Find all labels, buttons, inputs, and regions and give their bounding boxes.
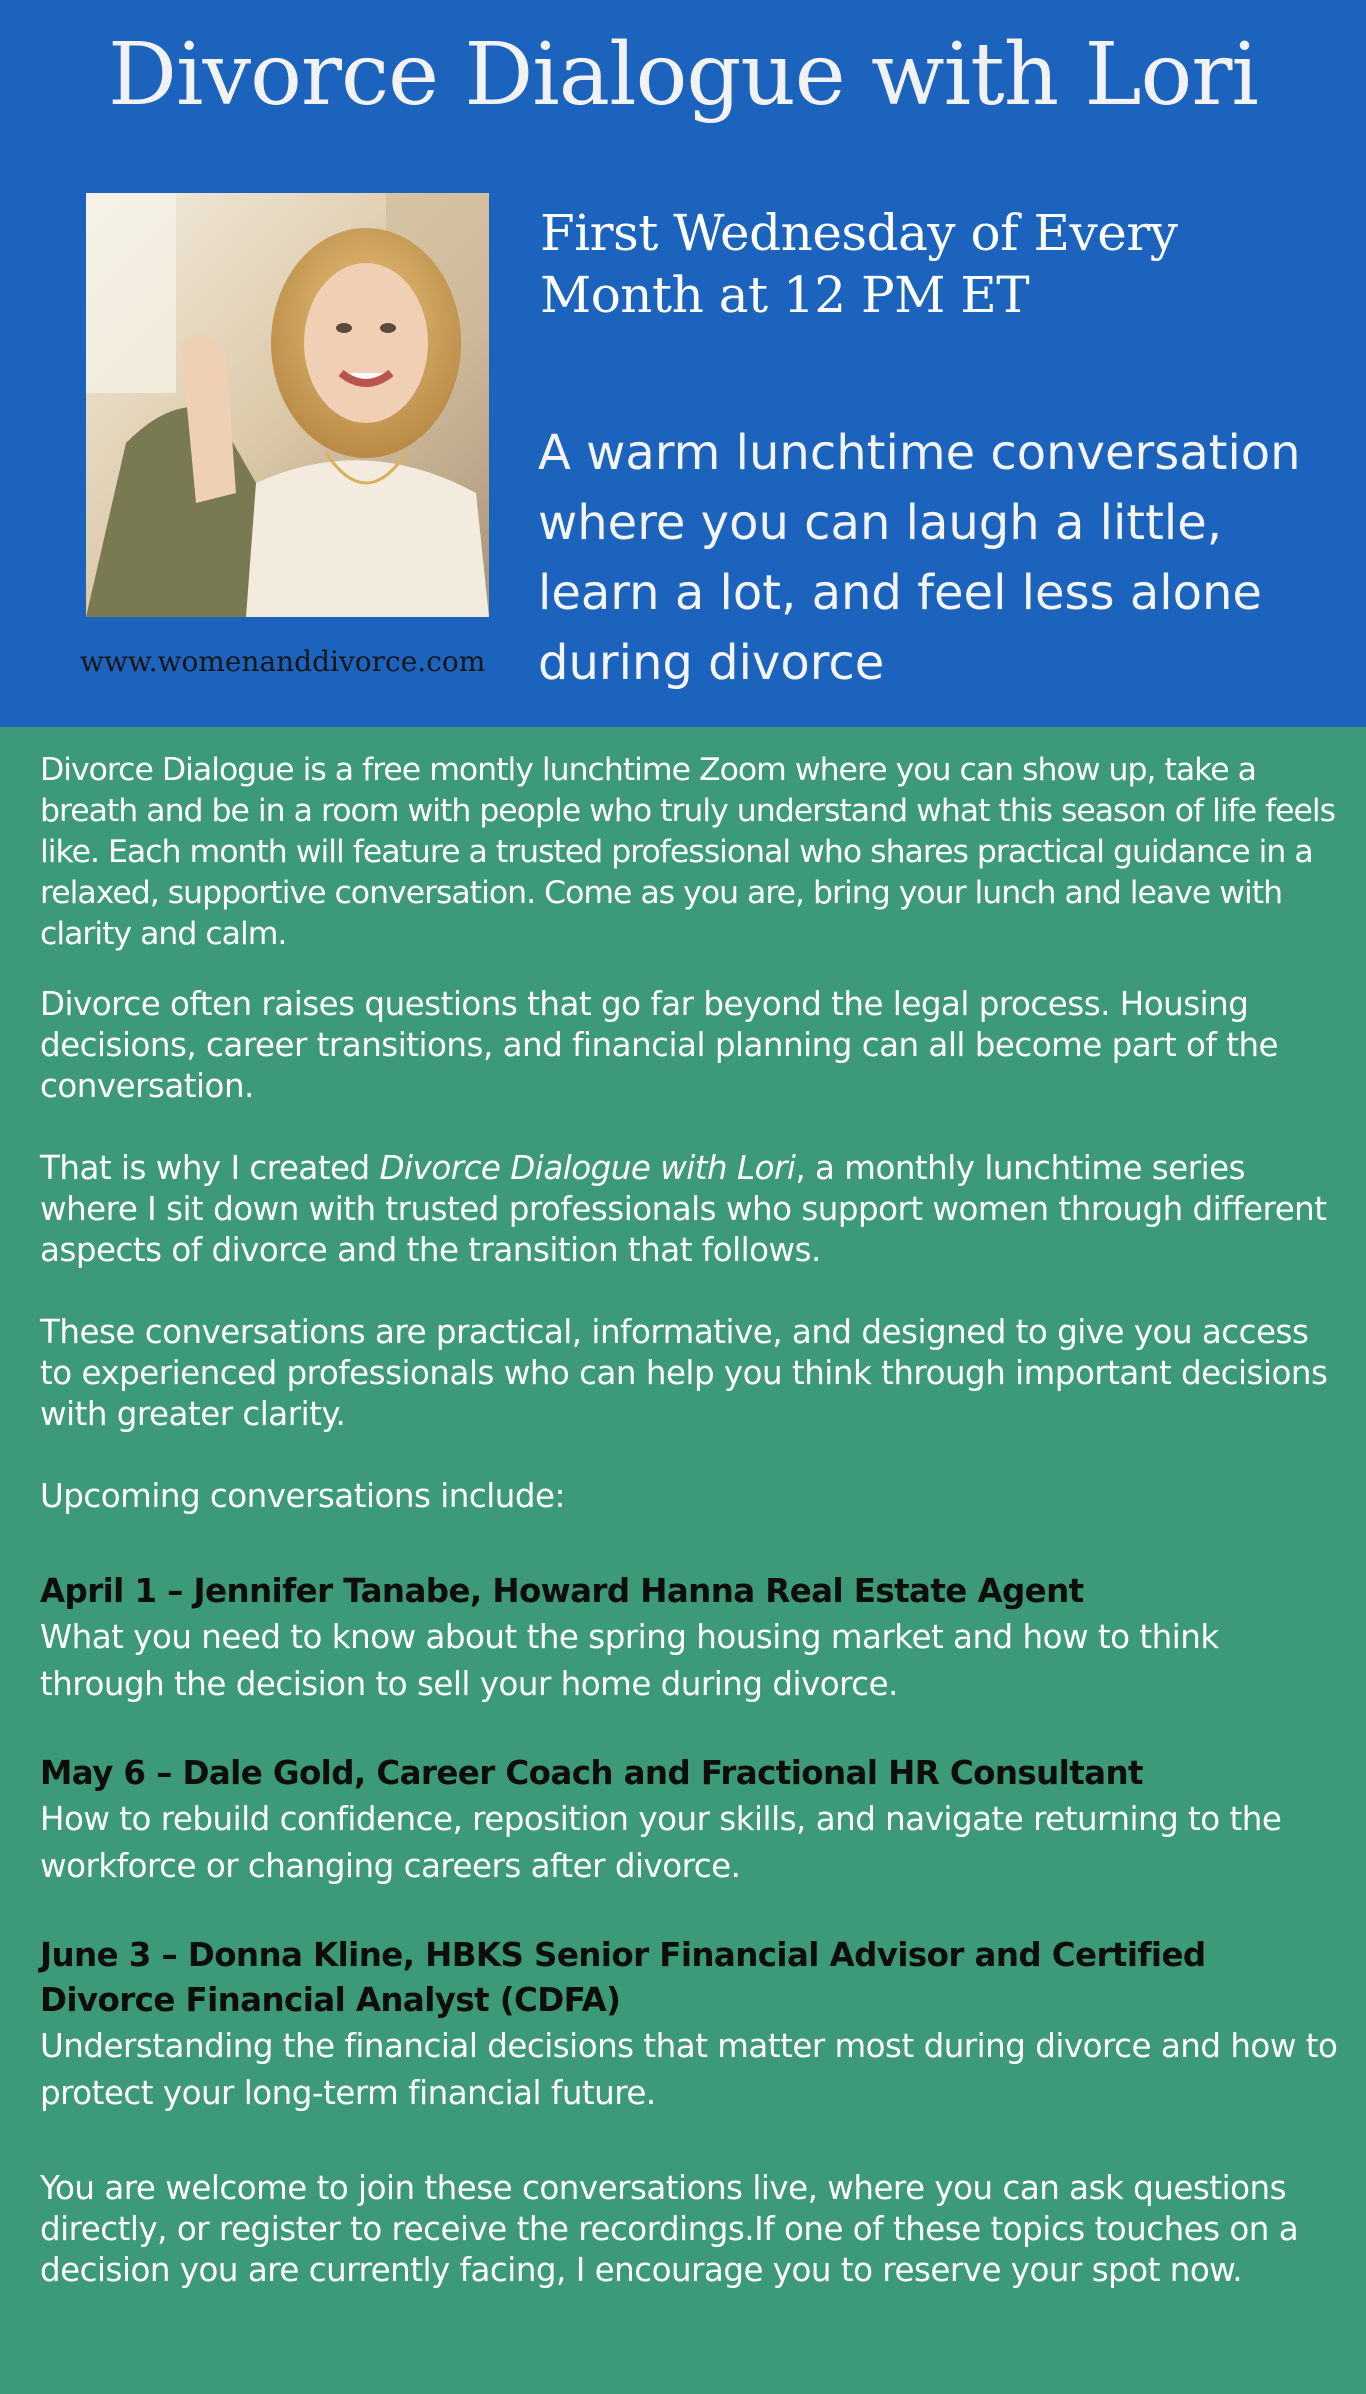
event-title: June 3 – Donna Kline, HBKS Senior Financial Advisor and Certified Divorce Financial Analyst (CDFA) [40,1936,1206,2019]
upcoming-heading: Upcoming conversations include: [40,1477,565,1515]
schedule-line-1: First Wednesday of Every [540,204,1178,262]
closing-paragraph: You are welcome to join these conversations live, where you can ask questions directly, or register to receive the recordings.If one of these topics touches on a decision you are currently facing, I encourage you to reserve your spot now. [40,2169,1299,2289]
paragraph-series-intro [40,1148,1340,1271]
event-description: What you need to know about the spring housing market and how to think through the decision to sell your home during divorce. [40,1618,1219,1703]
header-banner [0,0,1366,727]
event-item [40,1569,1340,1708]
series-intro-rest: , a monthly lunchtime series where I sit down with trusted professionals who support women through different aspects of divorce and the transition that follows. [40,1149,1327,1269]
schedule-text [540,202,1300,326]
portrait-image [86,193,489,617]
tagline: A warm lunchtime conversation where you can laugh a little, learn a lot, and feel less alone during divorce [538,425,1301,691]
host-photo [86,193,489,617]
event-item [40,1751,1340,1890]
intro-paragraph: Divorce Dialogue is a free montly lunchtime Zoom where you can show up, take a breath and be in a room with people who truly understand what this season of life feels like. Each month will feature a trusted professional who shares practical guidance in a relaxed, supportive conversation. Come as you are, bring your lunch and leave with clarity and calm. [40,752,1336,952]
event-description: Understanding the financial decisions that matter most during divorce and how to protect your long-term financial future. [40,2027,1338,2112]
event-title: May 6 – Dale Gold, Career Coach and Fractional HR Consultant [40,1754,1143,1792]
event-item [40,1933,1340,2117]
paragraph-legal-process: Divorce often raises questions that go far beyond the legal process. Housing decisions, career transitions, and financial planning can all become part of the conversation. [40,985,1279,1105]
event-title: April 1 – Jennifer Tanabe, Howard Hanna Real Estate Agent [40,1572,1084,1610]
series-intro-text: That is why I created [40,1149,380,1187]
schedule-line-2: Month at 12 PM ET [540,266,1030,324]
main-content [40,750,1340,2291]
website-link[interactable]: www.womenanddivorce.com [80,645,486,678]
series-name: Divorce Dialogue with Lori [379,1149,796,1187]
page-title: Divorce Dialogue with Lori [108,25,1258,125]
event-description: How to rebuild confidence, reposition your skills, and navigate returning to the workforce or changing careers after divorce. [40,1800,1282,1885]
paragraph-practical: These conversations are practical, informative, and designed to give you access to experienced professionals who can help you think through important decisions with greater clarity. [40,1313,1328,1433]
